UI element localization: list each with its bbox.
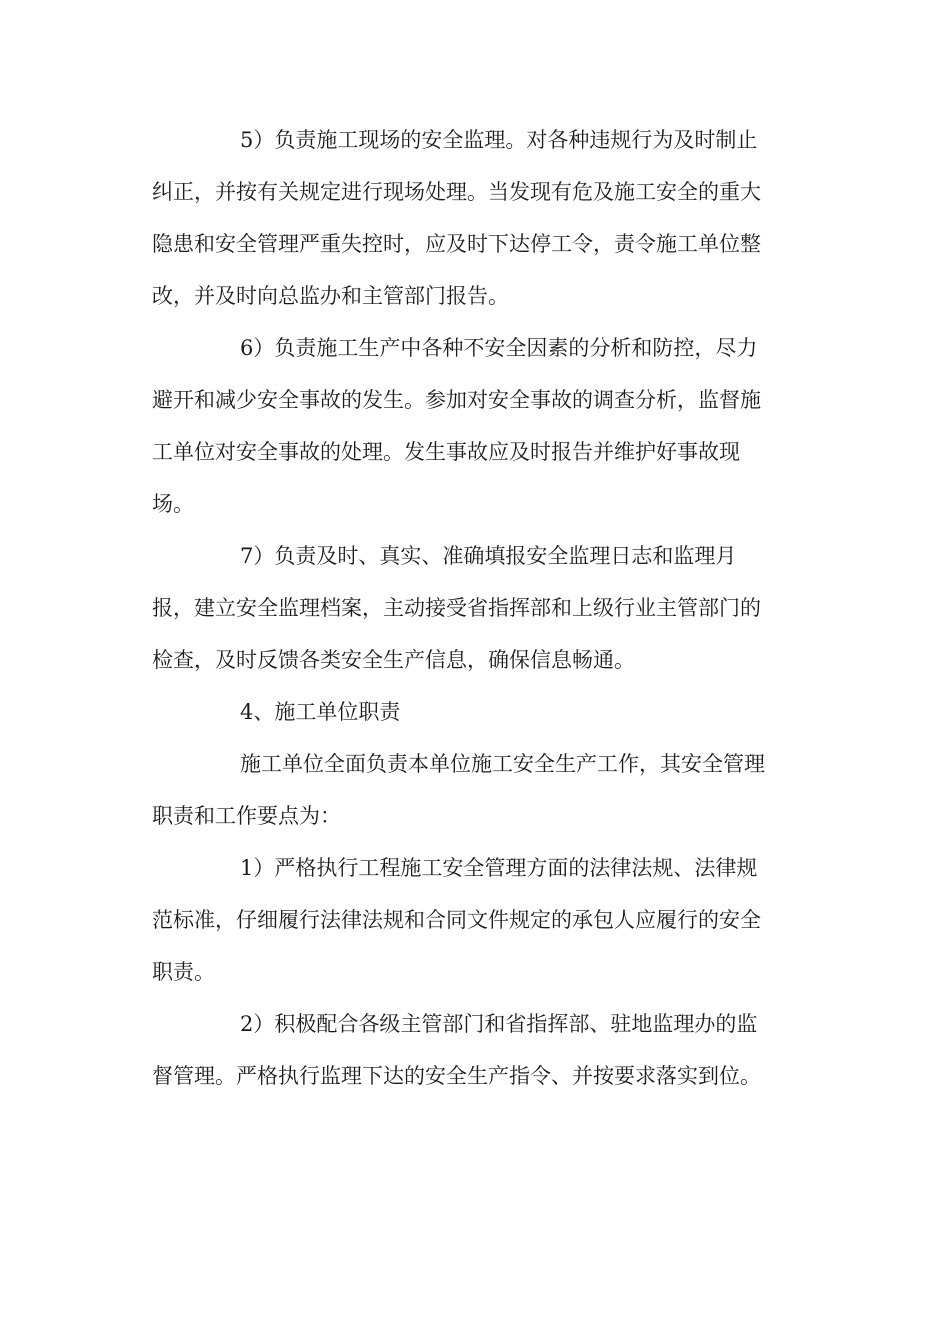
text-line: 5）负责施工现场的安全监理。对各种违规行为及时制止 xyxy=(240,128,758,152)
text-line: 督管理。严格执行监理下达的安全生产指令、并按要求落实到位。 xyxy=(152,1064,761,1088)
paragraph-item-1 xyxy=(152,842,802,998)
text-line: 7）负责及时、真实、准确填报安全监理日志和监理月 xyxy=(240,544,737,568)
paragraph-item-2 xyxy=(152,998,802,1102)
text-line: 职责和工作要点为： xyxy=(152,804,341,828)
text-line: 职责。 xyxy=(152,960,215,984)
text-line: 范标准，仔细履行法律法规和合同文件规定的承包人应履行的安全 xyxy=(152,908,761,932)
text-line: 工单位对安全事故的处理。发生事故应及时报告并维护好事故现 xyxy=(152,440,740,464)
paragraph-item-7 xyxy=(152,530,802,686)
text-line: 改，并及时向总监办和主管部门报告。 xyxy=(152,284,509,308)
paragraph-item-6 xyxy=(152,322,802,530)
text-line: 施工单位全面负责本单位施工安全生产工作，其安全管理 xyxy=(240,752,765,776)
text-line: 1）严格执行工程施工安全管理方面的法律法规、法律规 xyxy=(240,856,758,880)
paragraph-item-5 xyxy=(152,114,802,322)
text-line: 6）负责施工生产中各种不安全因素的分析和防控，尽力 xyxy=(240,336,758,360)
text-line: 避开和减少安全事故的发生。参加对安全事故的调查分析，监督施 xyxy=(152,388,761,412)
document-body xyxy=(152,114,802,1102)
text-line: 隐患和安全管理严重失控时，应及时下达停工令，责令施工单位整 xyxy=(152,232,761,256)
section-intro-paragraph xyxy=(152,738,802,842)
text-line: 2）积极配合各级主管部门和省指挥部、驻地监理办的监 xyxy=(240,1012,758,1036)
section-heading xyxy=(152,686,802,738)
text-line: 场。 xyxy=(152,492,194,516)
section-heading-text: 4、施工单位职责 xyxy=(240,700,401,724)
text-line: 报，建立安全监理档案，主动接受省指挥部和上级行业主管部门的 xyxy=(152,596,761,620)
text-line: 检查，及时反馈各类安全生产信息，确保信息畅通。 xyxy=(152,648,635,672)
text-line: 纠正，并按有关规定进行现场处理。当发现有危及施工安全的重大 xyxy=(152,180,761,204)
